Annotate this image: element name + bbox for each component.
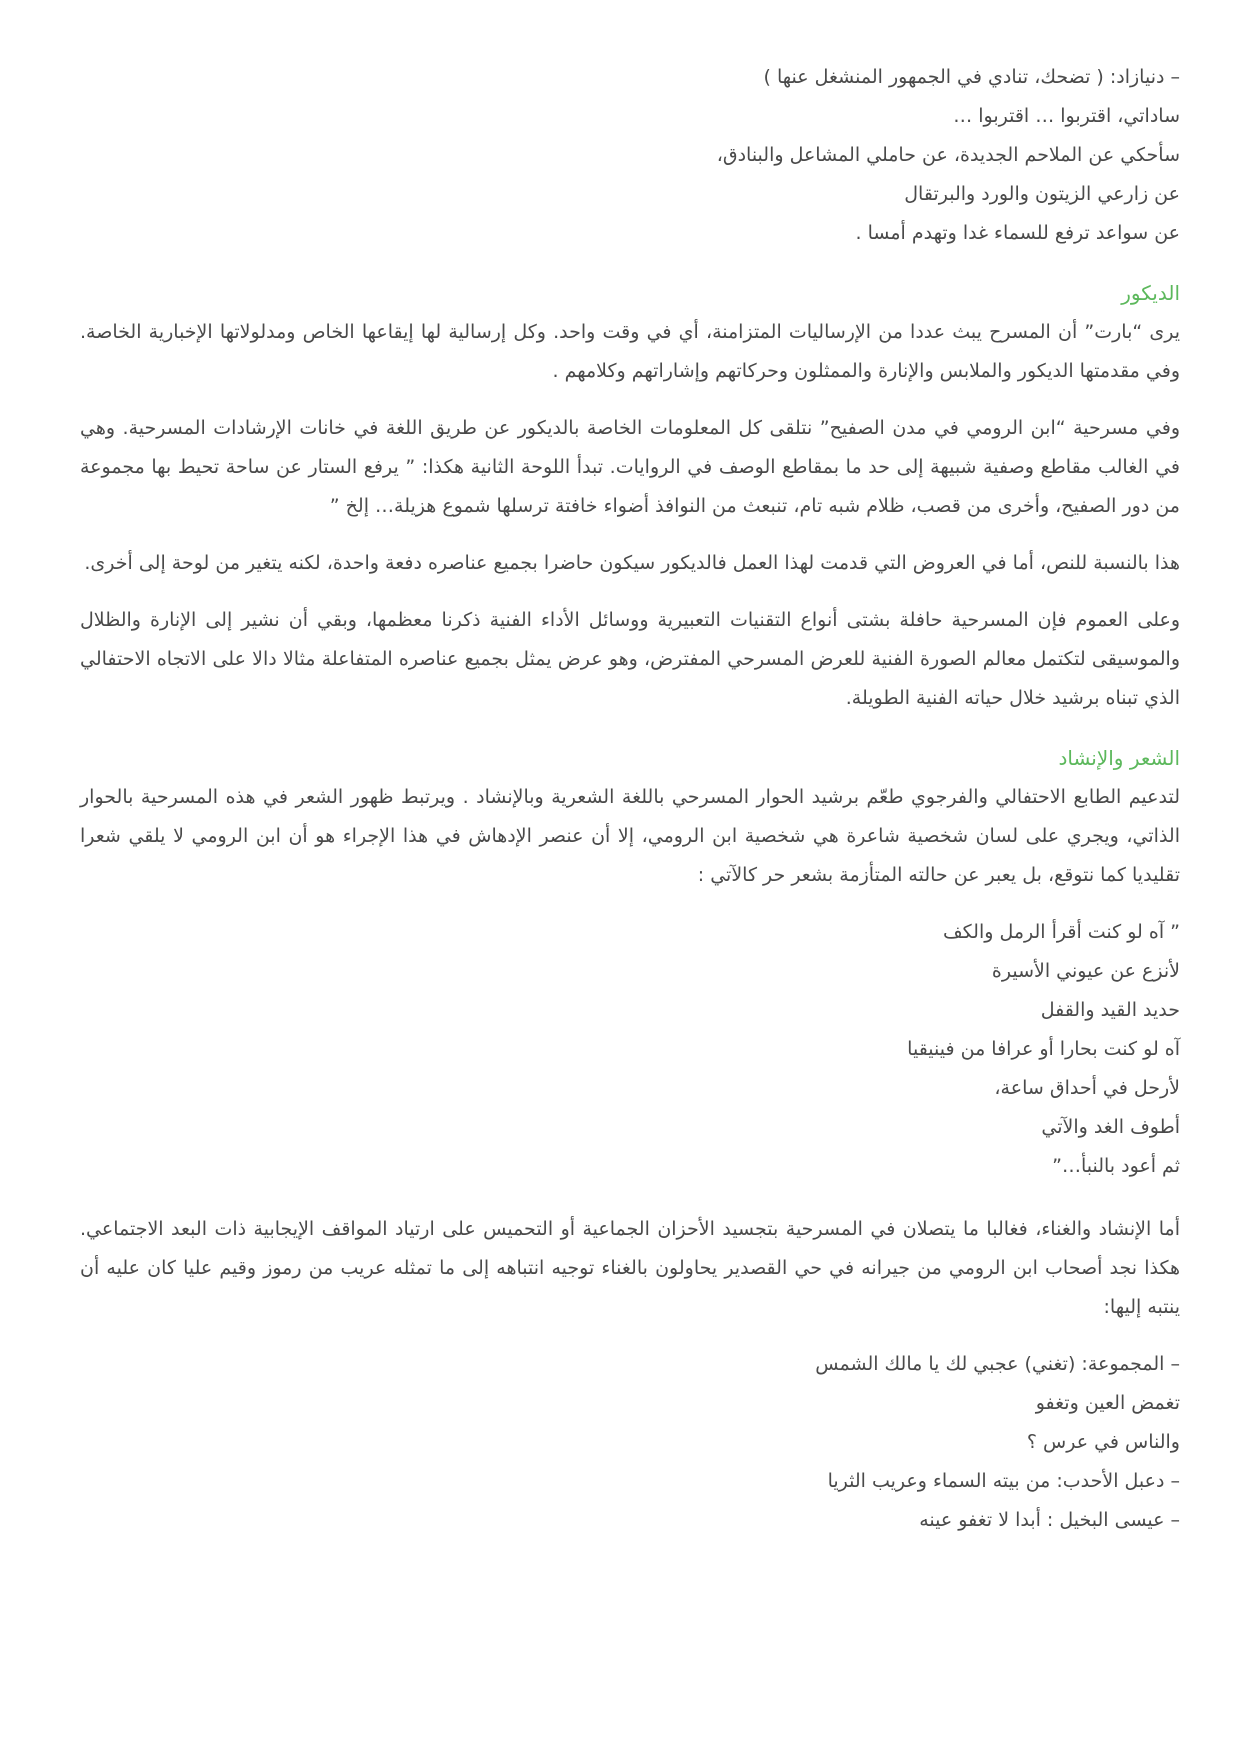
- dialogue-line: تغمض العين وتغفو: [1035, 1392, 1180, 1414]
- article-page: [80, 58, 1180, 1540]
- decor-paragraph-4: وعلى العموم فإن المسرحية حافلة بشتى أنواع التقنيات التعبيرية ووسائل الأداء الفنية ذكرنا معظمها، وبقي أن نشير إلى الإنارة والظلال والموسيقى لتكتمل معالم الصورة الفنية للعرض المسرحي المفترض، وهو عرض يمثل بجميع عناصره المتفاعلة مثالا دالا على الاتجاه الاحتفالي الذي تبناه برشيد خلال حياته الفنية الطويلة.: [80, 609, 1180, 709]
- decor-paragraph-1: يرى “بارت” أن المسرح يبث عددا من الإرساليات المتزامنة، أي في وقت واحد. وكل إرسالية لها إيقاعها الخاص ومدلولاتها الإخبارية الخاصة. وفي مقدمتها الديكور والملابس والإنارة والممثلون وحركاتهم وإشاراتهم وكلامهم .: [80, 321, 1180, 382]
- poem-line: ثم أعود بالنبأ…”: [1052, 1155, 1180, 1177]
- verse-line: عن زارعي الزيتون والورد والبرتقال: [904, 183, 1180, 205]
- dialogue-line: – المجموعة: (تغني) عجبي لك يا مالك الشمس: [815, 1353, 1180, 1375]
- opening-verse: [80, 58, 1180, 253]
- verse-line: ساداتي، اقتربوا … اقتربوا …: [953, 105, 1180, 127]
- dialogue-line: – دعبل الأحدب: من بيته السماء وعريب الثريا: [827, 1470, 1180, 1492]
- poem-line: لأنزع عن عيوني الأسيرة: [991, 960, 1180, 982]
- decor-paragraph-2: وفي مسرحية “ابن الرومي في مدن الصفيح” نتلقى كل المعلومات الخاصة بالديكور عن طريق اللغة في خانات الإرشادات المسرحية. وهي في الغالب مقاطع وصفية شبيهة إلى حد ما بمقاطع الوصف في الروايات. تبدأ اللوحة الثانية هكذا: ” يرفع الستار عن ساحة تحيط بها مجموعة من دور الصفيح، وأخرى من قصب، ظلام شبه تام، تنبعث من النوافذ أضواء خافتة ترسلها شموع هزيلة… إلخ ”: [80, 417, 1180, 517]
- ibn-rumi-poem: [80, 913, 1180, 1186]
- verse-line: عن سواعد ترفع للسماء غدا وتهدم أمسا .: [855, 222, 1180, 244]
- poem-line: حديد القيد والقفل: [1040, 999, 1180, 1021]
- poetry-intro-paragraph: لتدعيم الطابع الاحتفالي والفرجوي طعّم برشيد الحوار المسرحي باللغة الشعرية وبالإنشاد . ويرتبط ظهور الشعر في هذه المسرحية بالحوار الذاتي، ويجري على لسان شخصية شاعرة هي شخصية ابن الرومي، إلا أن عنصر الإدهاش في هذا الإجراء هو أن ابن الرومي لا يلقي شعرا تقليديا كما نتوقع، بل يعبر عن حالته المتأزمة بشعر حر كالآتي :: [80, 786, 1180, 886]
- section-heading-decor: الديكور: [1121, 281, 1180, 305]
- poem-line: أطوف الغد والآتي: [1041, 1116, 1180, 1138]
- dialogue-line: والناس في عرس ؟: [1026, 1431, 1180, 1453]
- poem-line: لأرحل في أحداق ساعة،: [994, 1077, 1180, 1099]
- song-dialogue: [80, 1345, 1180, 1540]
- decor-paragraph-3: هذا بالنسبة للنص، أما في العروض التي قدمت لهذا العمل فالديكور سيكون حاضرا بجميع عناصره دفعة واحدة، لكنه يتغير من لوحة إلى أخرى.: [84, 552, 1180, 574]
- dialogue-line: – عيسى البخيل : أبدا لا تغفو عينه: [919, 1509, 1180, 1531]
- verse-line: سأحكي عن الملاحم الجديدة، عن حاملي المشاعل والبنادق،: [716, 144, 1180, 166]
- poem-line: آه لو كنت بحارا أو عرافا من فينيقيا: [907, 1038, 1180, 1060]
- song-paragraph: أما الإنشاد والغناء، فغالبا ما يتصلان في المسرحية بتجسيد الأحزان الجماعية أو التحميس على ارتياد المواقف الإيجابية ذات البعد الاجتماعي. هكذا نجد أصحاب ابن الرومي من جيرانه في حي القصدير يحاولون بالغناء توجيه انتباهه إلى ما تمثله عريب من رموز وقيم عليا كان عليه أن ينتبه إليها:: [80, 1218, 1180, 1318]
- section-heading-poetry: الشعر والإنشاد: [1058, 746, 1180, 770]
- verse-line: – دنيازاد: ( تضحك، تنادي في الجمهور المنشغل عنها ): [763, 66, 1180, 88]
- poem-line: ” آه لو كنت أقرأ الرمل والكف: [943, 921, 1180, 943]
